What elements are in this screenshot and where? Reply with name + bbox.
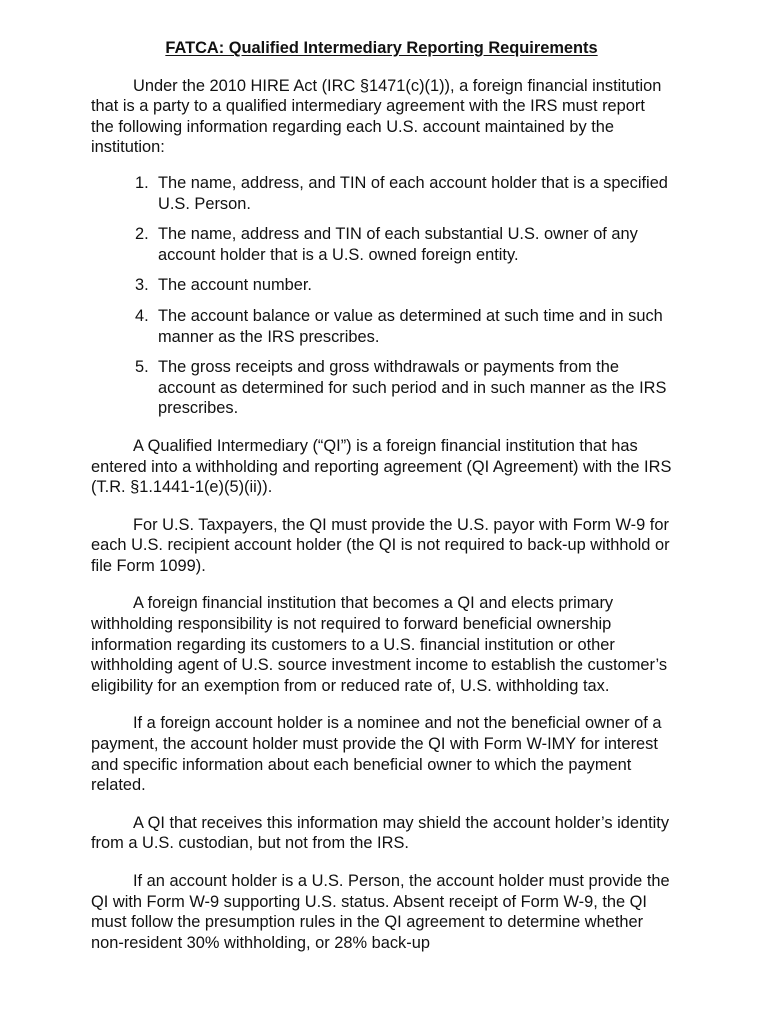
primary-withholding-paragraph: A foreign financial institution that becomes a QI and elects primary withholding responsibility is not required to forward beneficial ownership information regarding its customers to a U.S. financial institution or other withholding agent of U.S. source investment income to establish the customer’s eligibility for an exemption from or reduced rate of, U.S. withholding tax. — [91, 594, 668, 695]
us-person-paragraph: If an account holder is a U.S. Person, the account holder must provide the QI with Form W-9 supporting U.S. status. Absent receipt of Form W-9, the QI must follow the presumption rules in the QI agreement to determine whether non-resident 30% withholding, or 28% back-up — [91, 872, 670, 952]
identity-shield-paragraph: A QI that receives this information may shield the account holder’s identity from a U.S. custodian, but not from the IRS. — [91, 813, 670, 853]
requirement-text: The gross receipts and gross withdrawals or payments from the account as determined for such period and in such manner as the IRS prescribes. — [158, 358, 667, 418]
requirement-text: The name, address, and TIN of each account holder that is a specified U.S. Person. — [158, 173, 668, 213]
requirement-item — [91, 173, 672, 214]
requirement-number: 5. — [135, 358, 149, 377]
requirement-item — [91, 357, 672, 419]
us-taxpayers-paragraph: For U.S. Taxpayers, the QI must provide the U.S. payor with Form W-9 for each U.S. recipient account holder (the QI is not required to back-up withhold or file Form 1099). — [91, 515, 670, 575]
requirement-number: 2. — [135, 225, 149, 244]
requirement-item — [91, 275, 672, 296]
requirement-text: The account number. — [158, 276, 312, 295]
document-title: FATCA: Qualified Intermediary Reporting Requirements — [165, 39, 598, 57]
requirement-text: The account balance or value as determined at such time and in such manner as the IRS prescribes. — [158, 306, 663, 346]
requirements-list — [91, 173, 672, 419]
requirement-item — [91, 224, 672, 265]
requirement-item — [91, 306, 672, 347]
nominee-paragraph: If a foreign account holder is a nominee and not the beneficial owner of a payment, the account holder must provide the QI with Form W-IMY for interest and specific information about each beneficial owner to which the payment related. — [91, 714, 662, 795]
requirement-text: The name, address and TIN of each substantial U.S. owner of any account holder that is a U.S. owned foreign entity. — [158, 225, 638, 264]
requirement-number: 1. — [135, 173, 149, 192]
requirement-number: 3. — [135, 276, 149, 295]
qi-definition-paragraph: A Qualified Intermediary (“QI”) is a foreign financial institution that has entered into a withholding and reporting agreement (QI Agreement) with the IRS (T.R. §1.1441-1(e)(5)(ii)). — [91, 436, 672, 497]
requirement-number: 4. — [135, 306, 149, 325]
intro-paragraph: Under the 2010 HIRE Act (IRC §1471(c)(1)), a foreign financial institution that is a party to a qualified intermediary agreement with the IRS must report the following information regarding each U.S. account maintained by the institution: — [91, 76, 662, 157]
